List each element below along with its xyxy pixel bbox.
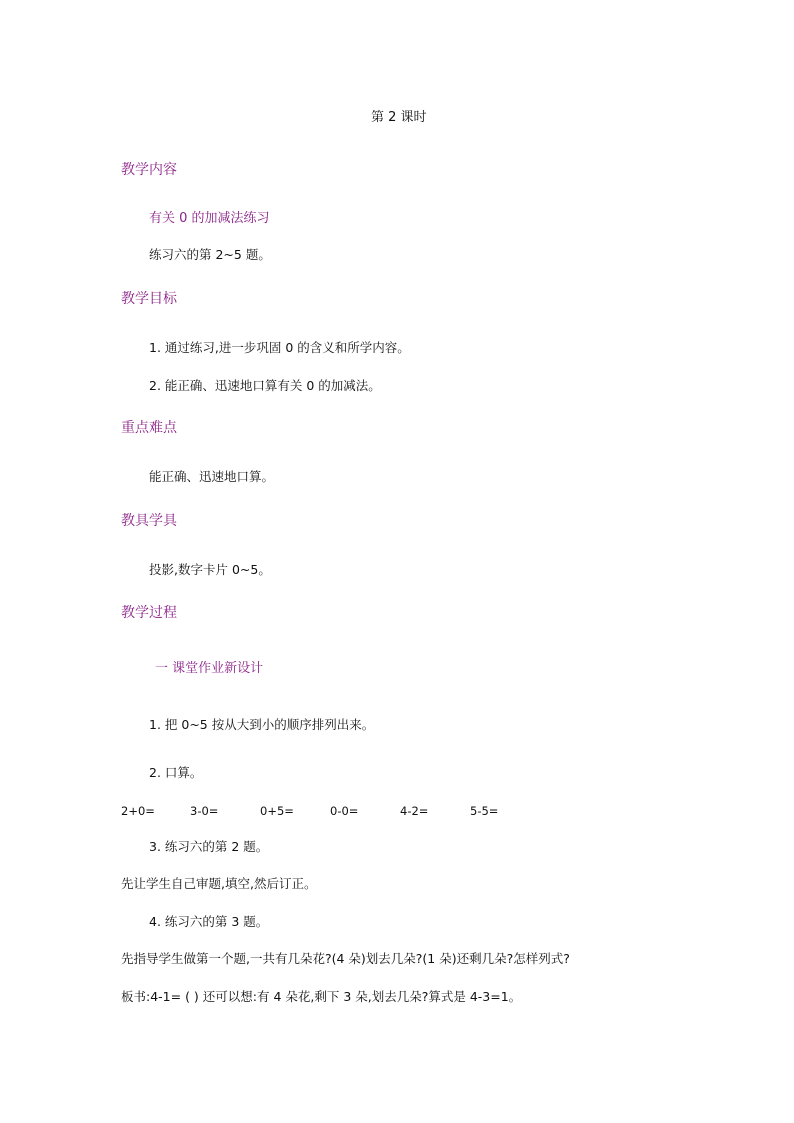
equation-3: 0+5= <box>260 804 294 818</box>
equation-5: 4-2= <box>400 804 429 818</box>
equation-2: 3-0= <box>190 804 219 818</box>
equation-1: 2+0= <box>121 804 155 818</box>
heading-key-points: 重点难点 <box>121 420 177 436</box>
step-3-note: 先让学生自己审题,填空,然后订正。 <box>121 876 317 891</box>
equation-4: 0-0= <box>330 804 359 818</box>
goal-item-2: 2. 能正确、迅速地口算有关 0 的加减法。 <box>149 378 381 393</box>
process-subheading: 一 课堂作业新设计 <box>155 661 264 676</box>
equation-6: 5-5= <box>470 804 499 818</box>
heading-teaching-content: 教学内容 <box>121 162 177 178</box>
content-line: 练习六的第 2~5 题。 <box>149 247 271 262</box>
page-title: 第 2 课时 <box>371 110 427 125</box>
step-1: 1. 把 0~5 按从大到小的顺序排列出来。 <box>149 717 375 732</box>
board-note: 板书:4-1= ( ) 还可以想:有 4 朵花,剩下 3 朵,划去几朵?算式是 4-3=1。 <box>121 989 522 1004</box>
heading-teaching-process: 教学过程 <box>121 605 177 621</box>
step-2: 2. 口算。 <box>149 765 203 780</box>
key-points-text: 能正确、迅速地口算。 <box>149 469 275 484</box>
step-4-note: 先指导学生做第一个题,一共有几朵花?(4 朵)划去几朵?(1 朵)还剩几朵?怎样列式? <box>121 951 570 966</box>
goal-item-1: 1. 通过练习,进一步巩固 0 的含义和所学内容。 <box>149 340 410 355</box>
step-3: 3. 练习六的第 2 题。 <box>149 839 269 854</box>
topic-line: 有关 0 的加减法练习 <box>149 211 270 226</box>
heading-teaching-tools: 教具学具 <box>121 513 177 529</box>
tools-text: 投影,数字卡片 0~5。 <box>149 562 271 577</box>
step-4: 4. 练习六的第 3 题。 <box>149 914 269 929</box>
heading-teaching-goals: 教学目标 <box>121 291 177 307</box>
